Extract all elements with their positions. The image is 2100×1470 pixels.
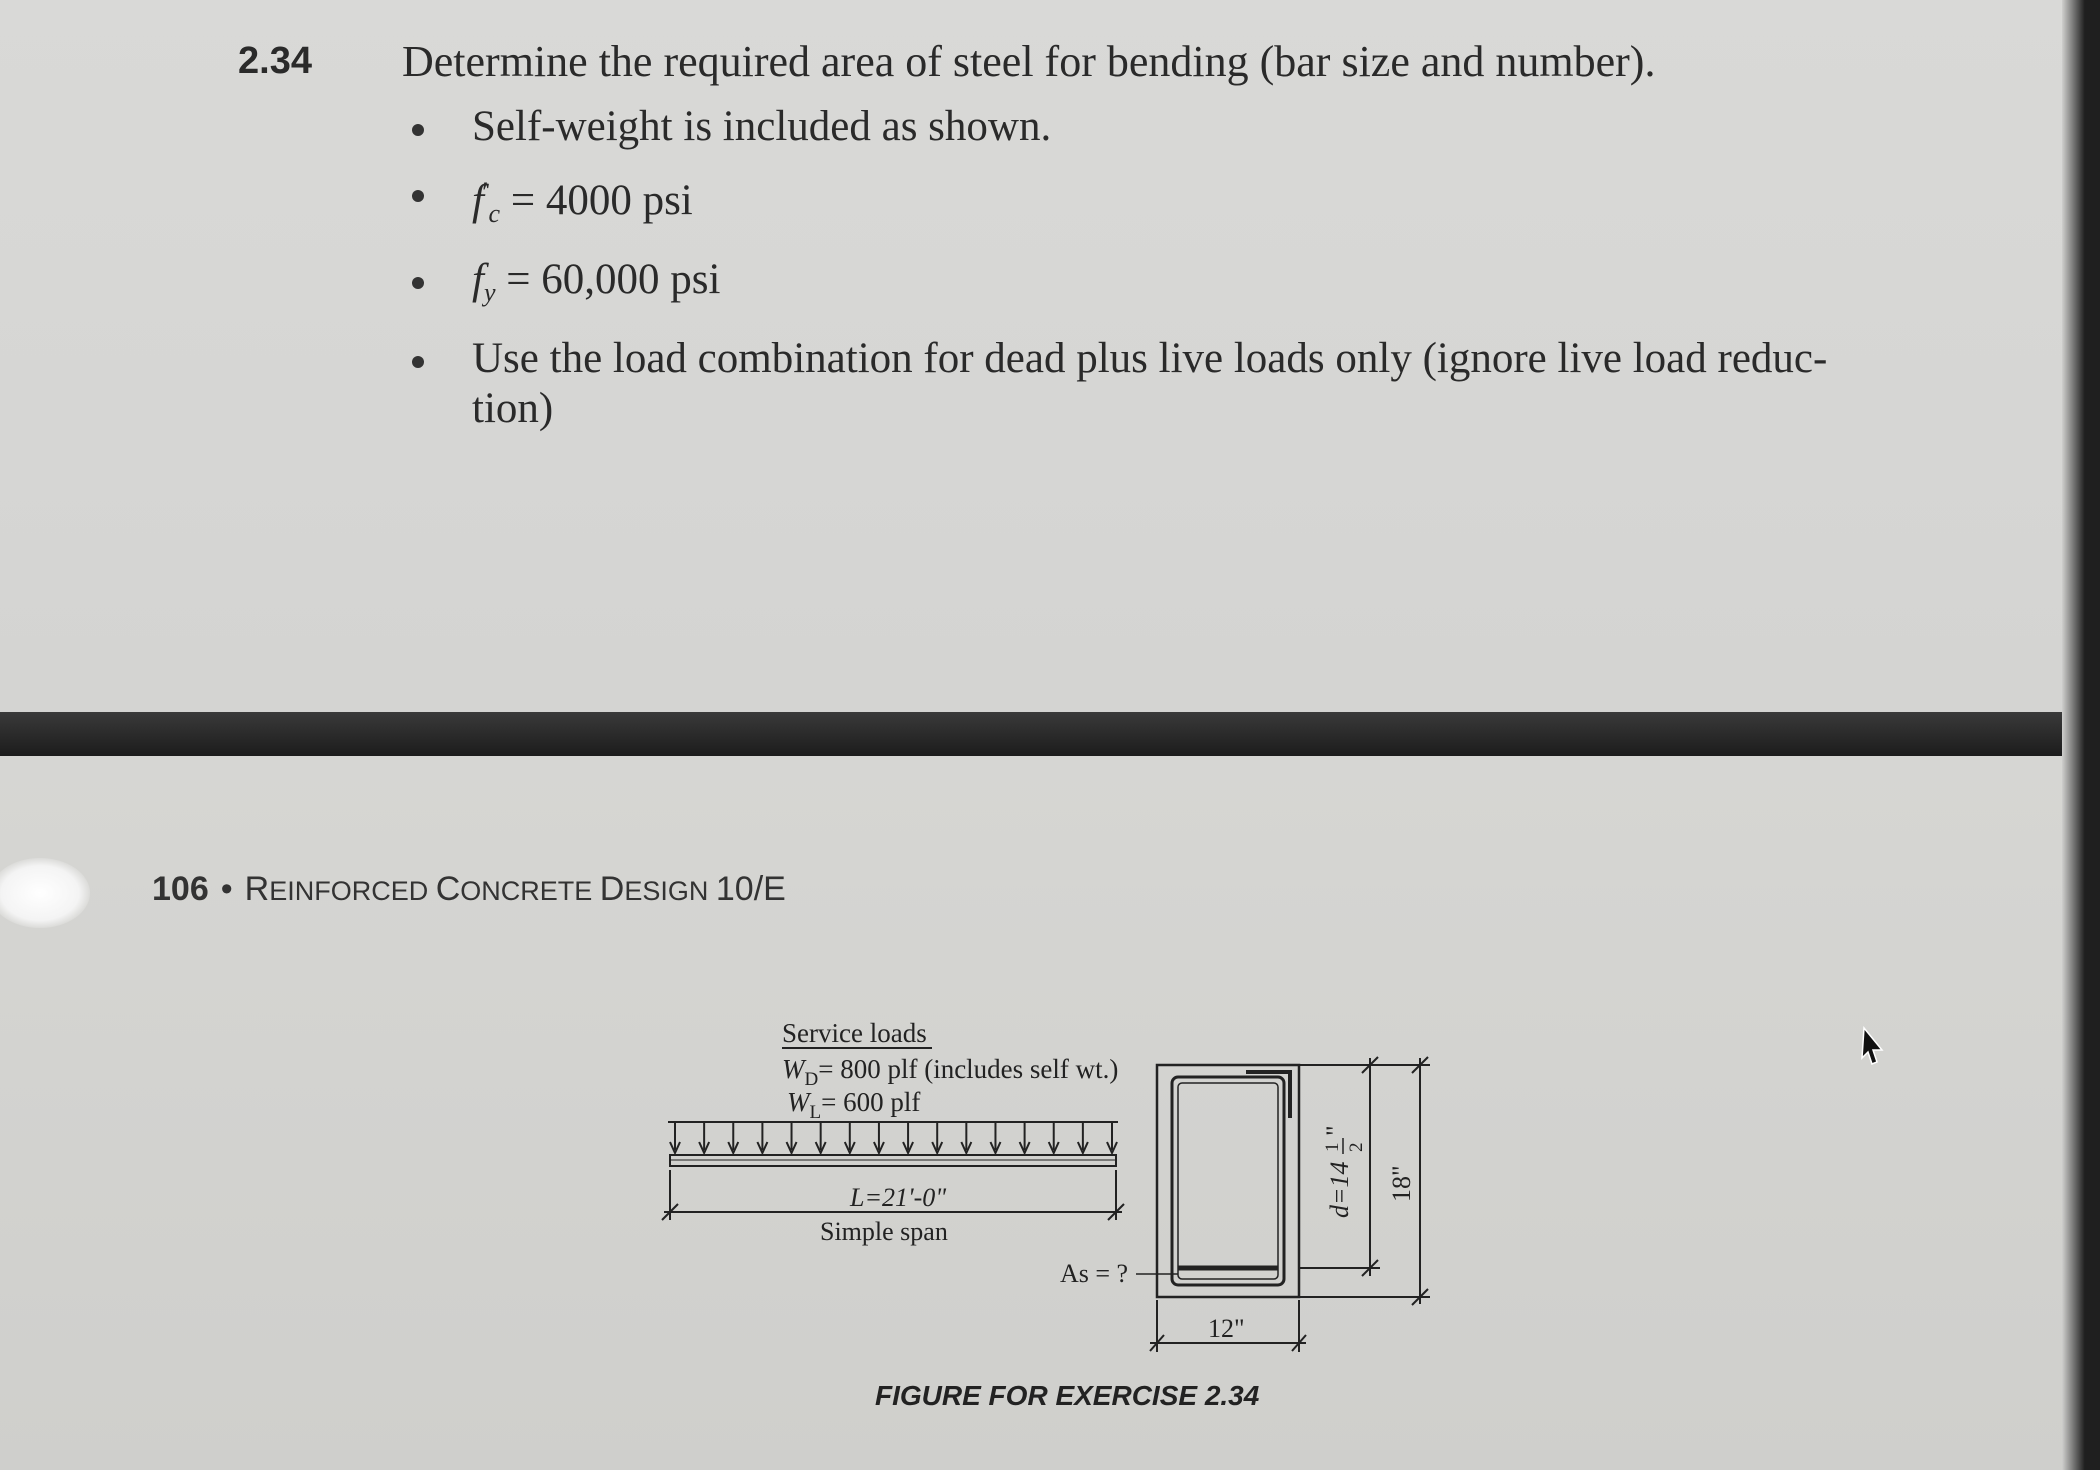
- fy-symbol: f: [472, 256, 484, 303]
- service-loads-label: Service loads: [782, 1018, 927, 1048]
- fc-symbol: f: [472, 177, 484, 224]
- book-title-cap: C: [435, 870, 461, 908]
- wl-text: $W_L= 600$ plf: [787, 1087, 921, 1123]
- book-title-small: EINFORCED: [269, 876, 436, 906]
- book-title-small: ONCRETE: [460, 876, 600, 906]
- fc-prime: ′: [481, 176, 489, 209]
- span-length-label: L=21'-0": [850, 1183, 947, 1212]
- header-separator: •: [220, 870, 233, 908]
- as-label: As = ?: [1060, 1259, 1129, 1288]
- page-number: 106: [152, 870, 209, 908]
- height-label: 18": [1387, 1165, 1416, 1202]
- fc-subscript: c: [488, 199, 501, 228]
- wd-text: $W_D= 800$ plf (includes self wt.): [782, 1054, 1119, 1090]
- depth-frac-num: 1: [1322, 1142, 1343, 1152]
- fc-value: = 4000 psi: [510, 177, 693, 224]
- width-label: 12": [1208, 1314, 1245, 1343]
- stirrup-inner: [1178, 1083, 1278, 1279]
- book-title-small: ESIGN: [624, 876, 716, 906]
- exercise-number: 2.34: [238, 40, 312, 82]
- bullet-text: Self-weight is included as shown.: [472, 103, 1052, 150]
- stirrup: [1172, 1077, 1284, 1285]
- depth-label: d=14: [1325, 1161, 1354, 1218]
- depth-unit: ": [1321, 1125, 1350, 1136]
- height-label-group: [1387, 1165, 1416, 1202]
- span-type-label: Simple span: [820, 1217, 948, 1246]
- book-title-cap: R: [244, 870, 270, 908]
- figure-caption: FIGURE FOR EXERCISE 2.34: [875, 1380, 1260, 1411]
- bullet-text-cont: tion): [472, 385, 554, 432]
- mouse-cursor-icon: [1858, 1026, 1886, 1066]
- bullet-text: Use the load combination for dead plus live loads only (ignore live load reduc-: [472, 335, 1828, 382]
- load-arrows: [670, 1122, 1117, 1153]
- depth-frac-den: 2: [1346, 1142, 1367, 1152]
- book-title-cap: D: [599, 870, 625, 908]
- depth-label-group: [1321, 1125, 1367, 1218]
- fy-subscript: y: [483, 278, 496, 307]
- book-edition: 10/E: [715, 870, 786, 908]
- exercise-title: Determine the required area of steel for bending (bar size and number).: [402, 37, 1656, 86]
- fy-value: = 60,000 psi: [506, 256, 721, 303]
